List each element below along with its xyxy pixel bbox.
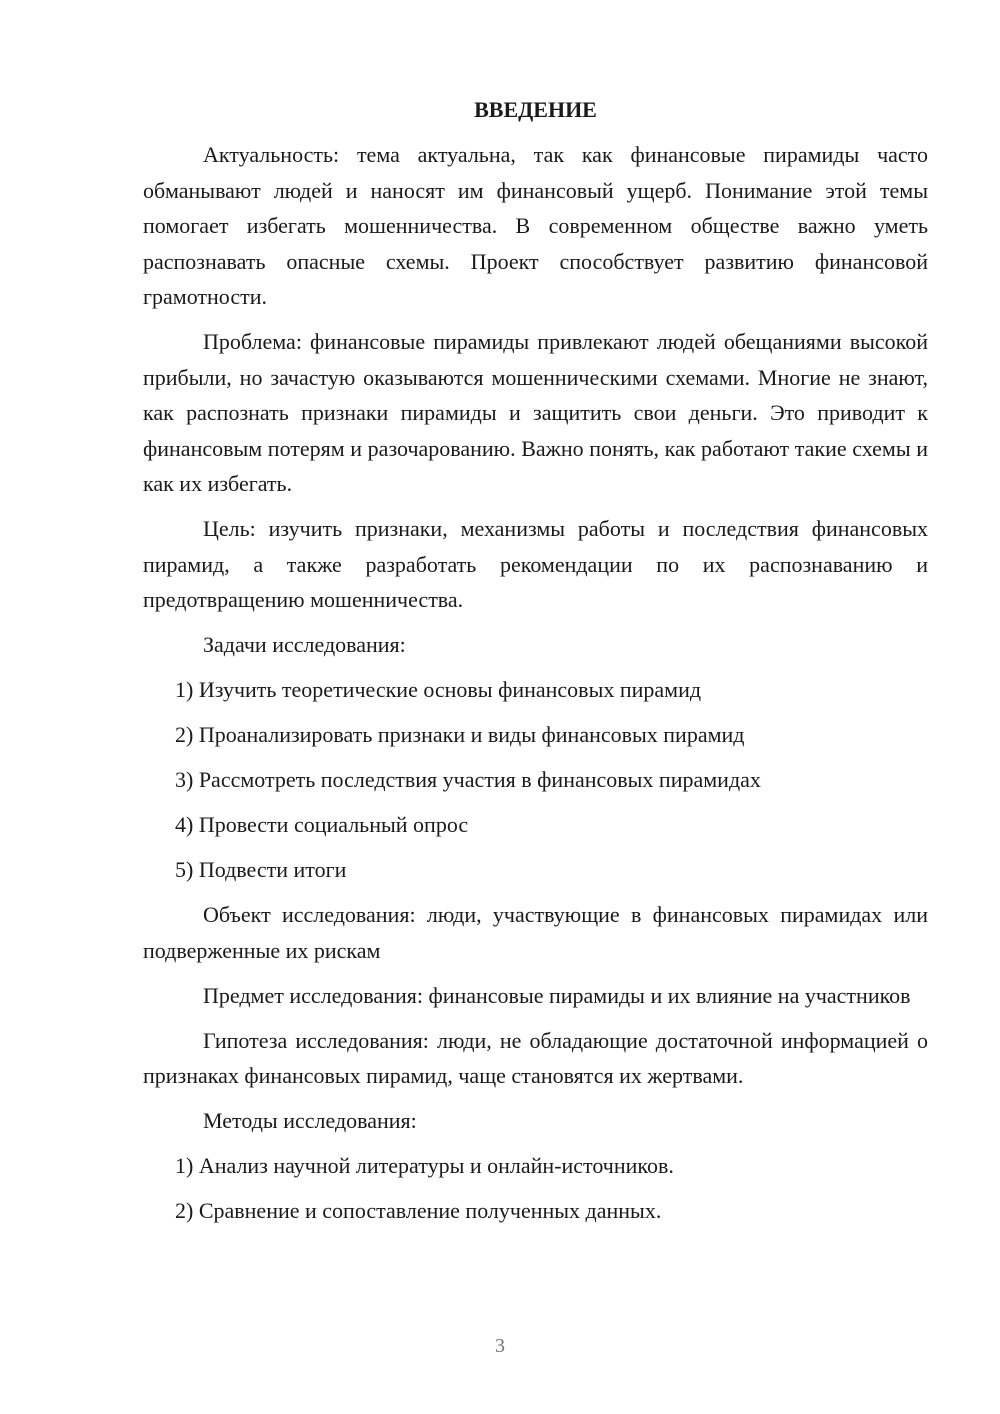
hypothesis-paragraph: Гипотеза исследования: люди, не обладающие достаточной информацией о признаках финансовых пирамид, чаще становятся их жертвами. bbox=[143, 1027, 928, 1088]
methods-label: Методы исследования: bbox=[203, 1108, 417, 1133]
object-paragraph: Объект исследования: люди, участвующие в финансовых пирамидах или подверженные их рискам bbox=[143, 902, 928, 963]
tasks-list-item: 4) Провести социальный опрос bbox=[175, 812, 469, 837]
goal-paragraph: Цель: изучить признаки, механизмы работы и последствия финансовых пирамид, а также разработать рекомендации по их распознаванию и предотвращению мошенничества. bbox=[143, 516, 928, 612]
tasks-list-item: 1) Изучить теоретические основы финансовых пирамид bbox=[175, 677, 702, 702]
relevance-paragraph: Актуальность: тема актуальна, так как финансовые пирамиды часто обманывают людей и наносят им финансовый ущерб. Понимание этой темы помогает избегать мошенничества. В современном обществе важно уметь распознавать опасные схемы. Проект способствует развитию финансовой грамотности. bbox=[143, 142, 928, 309]
subject-paragraph: Предмет исследования: финансовые пирамиды и их влияние на участников bbox=[203, 982, 911, 1008]
tasks-list-item: 3) Рассмотреть последствия участия в финансовых пирамидах bbox=[175, 767, 761, 792]
methods-list-item: 2) Сравнение и сопоставление полученных данных. bbox=[175, 1198, 662, 1223]
tasks-list-item: 5) Подвести итоги bbox=[175, 857, 347, 882]
tasks-label: Задачи исследования: bbox=[203, 632, 406, 657]
page-number: 3 bbox=[495, 1335, 505, 1357]
problem-paragraph: Проблема: финансовые пирамиды привлекают людей обещаниями высокой прибыли, но зачастую оказываются мошенническими схемами. Многие не знают, как распознать признаки пирамиды и защитить свои деньги. Это приводит к финансовым потерям и разочарованию. Важно понять, как работают такие схемы и как их избегать. bbox=[143, 329, 928, 496]
tasks-list-item: 2) Проанализировать признаки и виды финансовых пирамид bbox=[175, 722, 745, 747]
section-title: ВВЕДЕНИЕ bbox=[474, 97, 597, 122]
methods-list-item: 1) Анализ научной литературы и онлайн-источников. bbox=[175, 1153, 674, 1178]
document-page bbox=[143, 95, 928, 1238]
